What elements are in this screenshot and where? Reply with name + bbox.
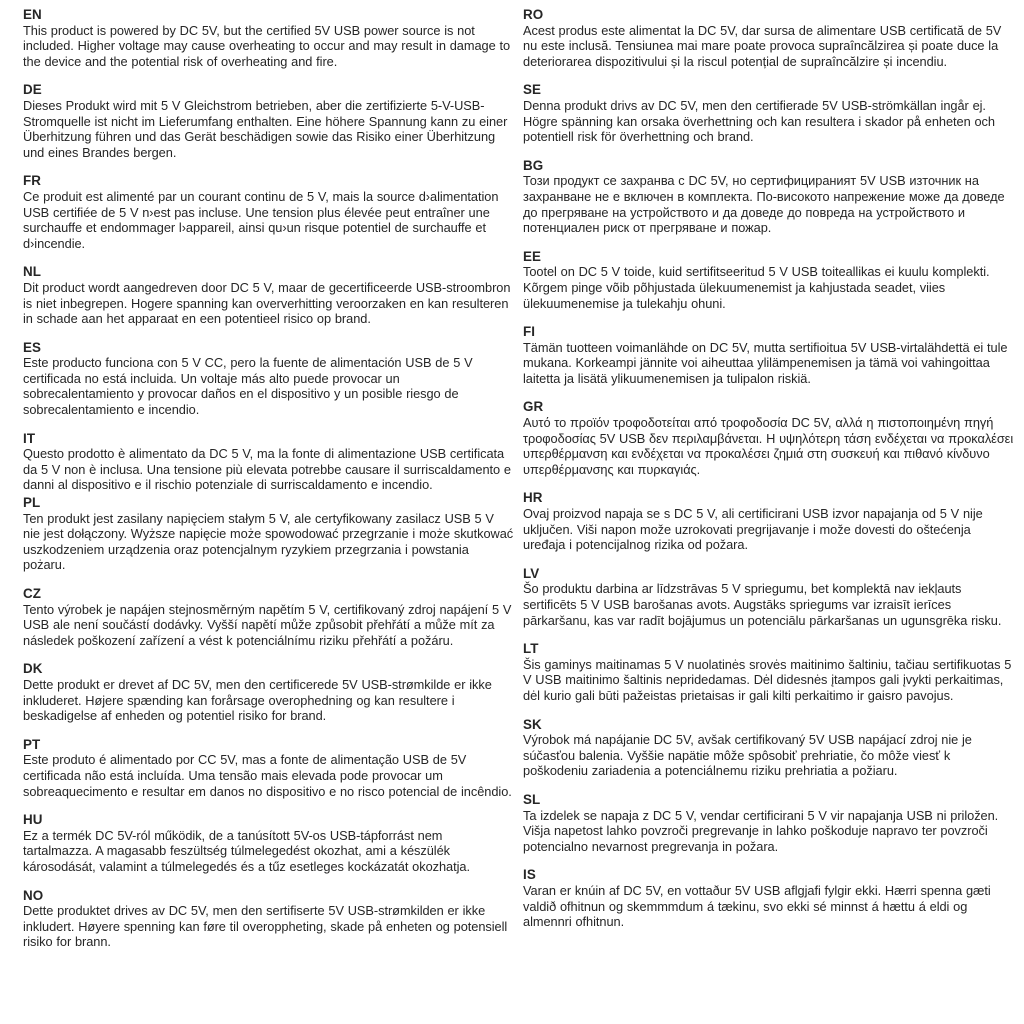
lang-section-ee xyxy=(523,249,1014,311)
warning-text: Questo prodotto è alimentato da DC 5 V, ma la fonte di alimentazione USB certificata da 5 V non è inclusa. Una tensione più elevata potrebbe causare il surriscaldamento e danni al dispositivo e il rischio potenziale di surriscaldamento e incendio. xyxy=(23,446,511,493)
language-code-label: NO xyxy=(23,887,44,903)
column-left xyxy=(23,7,514,1024)
warning-text: Dette produktet drives av DC 5V, men den sertifiserte 5V USB-strømkilden er ikke inkludert. Høyere spenning kan føre til overoppheting, skade på enheten og potensiell risiko for brann. xyxy=(23,903,508,950)
warning-text: Šo produktu darbina ar līdzstrāvas 5 V spriegumu, bet komplektā nav iekļauts sertificēts 5 V USB barošanas avots. Augstāks spriegums var izraisīt ierīces pārkaršanu, kas var radīt bojājumus un potenciālu pārkaršanas un ugunsgrēka risku. xyxy=(523,581,1002,628)
warning-text: Este produto é alimentado por CC 5V, mas a fonte de alimentação USB de 5V certificada não está incluída. Uma tensão mais elevada pode provocar um sobreaquecimento e resultar em danos no dispositivo e no risco potencial de incêndio. xyxy=(23,752,512,799)
lang-section-no xyxy=(23,888,514,950)
warning-text: Ovaj proizvod napaja se s DC 5 V, ali certificirani USB izvor napajanja od 5 V nije uključen. Viši napon može uzrokovati pregrijavanje i može dovesti do oštećenja uređaja i potencijalnog rizika od požara. xyxy=(523,506,983,553)
lang-section-pl xyxy=(23,495,514,573)
warning-text: Tämän tuotteen voimanlähde on DC 5V, mutta sertifioitua 5V USB-virtalähdettä ei tule mukana. Korkeampi jännite voi aiheuttaa ylilämpenemisen ja tämä voi vahingoittaa laitetta ja lisätä ylikuumenemisen ja tulipalon riskiä. xyxy=(523,339,1008,386)
warning-text: Tento výrobek je napájen stejnosměrným napětím 5 V, certifikovaný zdroj napájení 5 V USB ale není součástí dodávky. Vyšší napětí může způsobit přehřátí a může mít za následek poškození zařízení a vést k potenciálnímu riziku přehřátí a požáru. xyxy=(23,601,512,648)
lang-section-de xyxy=(23,82,514,160)
language-code-label: HR xyxy=(523,490,543,506)
warning-text: Ta izdelek se napaja z DC 5 V, vendar certificirani 5 V vir napajanja USB ni priložen. Višja napetost lahko povzroči pregrevanje in lahko poškoduje napravo ter povzroči potencialno nevarnost pregrevanja in požara. xyxy=(523,807,999,854)
language-code-label: EE xyxy=(523,248,542,264)
warning-text: Αυτό το προϊόν τροφοδοτείται από τροφοδοσία DC 5V, αλλά η πιστοποιημένη πηγή τροφοδοσίας 5V USB δεν περιλαμβάνεται. Η υψηλότερη τάση ενδέχεται να προκαλέσει υπερθέρμανση και ενδέχεται να προκαλέσει ζημιά στη συσκευή και πιθανό κίνδυνο υπερθέρμανσης και πυρκαγιάς. xyxy=(523,415,1014,477)
lang-section-lt xyxy=(523,641,1014,703)
language-code-label: FI xyxy=(523,324,536,340)
lang-section-gr xyxy=(523,399,1014,477)
language-code-label: SL xyxy=(523,791,541,807)
warning-text: This product is powered by DC 5V, but the certified 5V USB power source is not included. Higher voltage may cause overheating to occur and may result in damage to the device and the potential risk of overheating and fire. xyxy=(23,22,511,69)
lang-section-dk xyxy=(23,661,514,723)
lang-section-sl xyxy=(523,792,1014,854)
language-code-label: DE xyxy=(23,82,42,98)
lang-section-pt xyxy=(23,737,514,799)
warning-text: Ez a termék DC 5V-ról működik, de a tanúsított 5V-os USB-tápforrást nem tartalmazza. A magasabb feszültség túlmelegedést okozhat, ami a készülék károsodását, valamint a túlmelegedés és a tűz esetleges kockázatát okozhatja. xyxy=(23,827,470,874)
language-code-label: CZ xyxy=(23,586,42,601)
lang-section-fr xyxy=(23,173,514,251)
language-code-label: FR xyxy=(23,173,42,189)
language-code-label: RO xyxy=(523,7,544,22)
lang-section-en xyxy=(23,7,514,69)
warning-text: Výrobok má napájanie DC 5V, avšak certifikovaný 5V USB napájací zdroj nie je súčasťou balenia. Vyššie napätie môže spôsobiť prehriatie, čo môže viesť k poškodeniu zariadenia a potenciálnemu riziku prehriatia a požiaru. xyxy=(523,732,972,779)
language-code-label: NL xyxy=(23,264,42,280)
language-code-label: SK xyxy=(523,716,542,732)
language-code-label: DK xyxy=(23,661,43,677)
warning-text: Ce produit est alimenté par un courant continu de 5 V, mais la source d›alimentation USB certifiée de 5 V n›est pas incluse. Une tension plus élevée peut entraîner une surchauffe et endommager l›appareil, ainsi qu›un risque potentiel de surchauffe et d›incendie. xyxy=(23,188,499,251)
warning-text: Dit product wordt aangedreven door DC 5 V, maar de gecertificeerde USB-stroombron is niet inbegrepen. Hogere spanning kan oververhitting veroorzaken en kan resulteren in schade aan het apparaat en een potentieel risico op brand. xyxy=(23,279,511,327)
warning-text: Denna produkt drivs av DC 5V, men den certifierade 5V USB-strömkällan ingår ej. Högre spänning kan orsaka överhettning och kan resultera i skador på enheten och potentiell risk för överhettning och brand. xyxy=(523,97,995,145)
warning-text: Este producto funciona con 5 V CC, pero la fuente de alimentación USB de 5 V certificada no está incluida. Un voltaje más alto puede provocar un sobrecalentamiento y provocar daños en el dispositivo y un posible riesgo de sobrecalentamiento e incendio. xyxy=(23,355,473,418)
language-code-label: GR xyxy=(523,399,544,415)
warning-text: Dette produkt er drevet af DC 5V, men den certificerede 5V USB-strømkilde er ikke inkluderet. Højere spænding kan forårsage overophedning og kan resultere i beskadigelse af enheden og potentiel risiko for brand. xyxy=(23,676,492,724)
language-code-label: LV xyxy=(523,565,540,581)
lang-section-es xyxy=(23,340,514,418)
warning-text: Tootel on DC 5 V toide, kuid sertifitseeritud 5 V USB toiteallikas ei kuulu komplekti. Kõrgem pinge võib põhjustada ülekuumenemist ja kahjustada seadet, viies ülekuumenemise ja tulekahju ohuni. xyxy=(523,264,990,311)
warning-text: Ten produkt jest zasilany napięciem stałym 5 V, ale certyfikowany zasilacz USB 5 V nie jest dołączony. Wyższe napięcie może spowodować przegrzanie i może skutkować uszkodzeniem urządzenia oraz potencjalnym ryzykiem przegrzania i powstania pożaru. xyxy=(23,510,514,573)
language-code-label: LT xyxy=(523,641,539,657)
lang-section-nl xyxy=(23,264,514,326)
lang-section-hu xyxy=(23,812,514,874)
lang-section-bg xyxy=(523,158,1014,236)
language-code-label: IT xyxy=(23,430,36,446)
warning-text: Varan er knúin af DC 5V, en vottaður 5V USB aflgjafi fylgir ekki. Hærri spenna gæti valdið ofhitnun og skemmmdum á tækinu, svo ekki sé minnst á hættu á eldi og almennri ofhitnun. xyxy=(523,882,991,930)
warning-text: Šis gaminys maitinamas 5 V nuolatinės srovės maitinimo šaltiniu, tačiau sertifikuotas 5 V USB maitinimo šaltinis nepridedamas. Dėl didesnės įtampos gali įvykti perkaitimas, dėl kurio gali būti pažeistas prietaisas ir gali kilti perkaitimo ir gaisro pavojus. xyxy=(523,656,1012,703)
language-code-label: PT xyxy=(23,736,41,752)
lang-section-se xyxy=(523,82,1014,144)
lang-section-lv xyxy=(523,566,1014,628)
column-right xyxy=(523,7,1014,1024)
language-code-label: BG xyxy=(523,157,544,173)
lang-section-is xyxy=(523,867,1014,929)
language-code-label: EN xyxy=(23,7,42,22)
lang-section-ro xyxy=(523,7,1014,69)
lang-section-sk xyxy=(523,717,1014,779)
language-code-label: SE xyxy=(523,82,542,98)
lang-section-hr xyxy=(523,490,1014,552)
warning-text: Acest produs este alimentat la DC 5V, dar sursa de alimentare USB certificată de 5V nu este inclusă. Tensiunea mai mare poate provoca supraîncălzirea și poate duce la deteriorarea dispozitivului și la riscul potențial de supraîncălzire și incendiu. xyxy=(523,22,1002,69)
lang-section-fi xyxy=(523,324,1014,386)
language-code-label: ES xyxy=(23,339,42,355)
language-code-label: IS xyxy=(523,867,536,883)
warning-text: Dieses Produkt wird mit 5 V Gleichstrom betrieben, aber die zertifizierte 5-V-USB-Stromquelle ist nicht im Lieferumfang enthalten. Eine höhere Spannung kann zu einer Überhitzung führen und das Gerät beschädigen sowie das Risiko einer Überhitzung und eines Brandes bergen. xyxy=(23,97,508,160)
language-code-label: PL xyxy=(23,495,41,511)
warning-text: Този продукт се захранва с DC 5V, но сертифицираният 5V USB източник на захранване не е включен в комплекта. По-високото напрежение може да доведе до прегряване на устройството и да доведе до повреда на устройството и потенциален риск от прегряване и пожар. xyxy=(523,173,1005,236)
lang-section-cz xyxy=(23,586,514,648)
lang-section-it xyxy=(23,431,514,493)
language-code-label: HU xyxy=(23,812,43,828)
